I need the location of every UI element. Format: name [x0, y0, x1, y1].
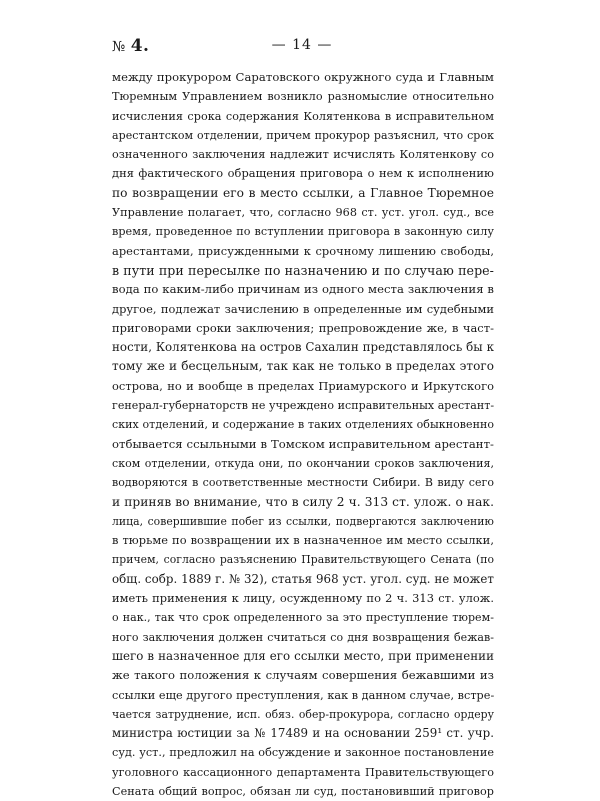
text-line: иметь применения к лицу, осужденному по 2 ч. 313 ст. улож. [112, 591, 494, 606]
issue-number-value: 4. [130, 36, 150, 56]
text-line: в пути при пересылке по назначению и по случаю пере- [112, 262, 494, 278]
text-line: шего в назначенное для его ссылки место, при применении [112, 648, 494, 663]
text-line: острова, но и вообще в пределах Приамурского и Иркутского [112, 378, 494, 393]
text-line: между прокурором Саратовского окружного суда и Главным [112, 70, 494, 84]
text-line: ссылки еще другого преступления, как в данном случае, встре- [112, 688, 494, 702]
text-line: же такого положения к случаям совершения бежавшими из [112, 668, 494, 683]
page-header [112, 36, 492, 56]
text-line: ских отделений, и содержание в таких отделениях обыкновенно [112, 418, 494, 432]
text-line: чается затруднение, исп. обяз. обер-прокурора, согласно ордеру [112, 707, 494, 721]
text-line: и приняв во внимание, что в силу 2 ч. 313 ст. улож. о нак. [112, 494, 494, 509]
text-line: ности, Колятенкова на остров Сахалин представлялось бы к [112, 340, 494, 355]
page-number: — 14 — [271, 37, 333, 53]
text-line: Управление полагает, что, согласно 968 ст. уст. угол. суд., все [112, 206, 494, 220]
text-line: исчисления срока содержания Колятенкова в исправительном [112, 109, 494, 123]
text-line: ском отделении, откуда они, по окончании сроков заключения, [112, 456, 494, 470]
text-line: лица, совершившие побег из ссылки, подвергаются заключению [112, 514, 494, 528]
text-line: уголовного кассационного департамента Правительствующего [112, 765, 494, 779]
text-line: причем, согласно разъяснению Правительствующего Сената (по [112, 553, 494, 567]
text-line: о нак., так что срок определенного за это преступление тюрем- [112, 611, 494, 625]
text-line: в тюрьме по возвращении их в назначенное им место ссылки, [112, 533, 494, 548]
text-line: ного заключения должен считаться со дня возвращения бежав- [112, 630, 494, 644]
text-line: министра юстиции за № 17489 и на основании 259¹ ст. учр. [112, 726, 494, 741]
body-text [112, 68, 494, 801]
issue-label: № [112, 39, 126, 55]
text-line: суд. уст., предложил на обсуждение и законное постановление [112, 746, 494, 760]
text-line: время, проведенное по вступлении приговора в законную силу [112, 225, 494, 239]
text-line: приговорами сроки заключения; препровождение же, в част- [112, 320, 494, 335]
text-line: водворяются в соответственные местности Сибири. В виду сего [112, 476, 494, 490]
text-line: означенного заключения надлежит исчислять Колятенкову со [112, 148, 494, 162]
text-line: арестантском отделении, причем прокурор разъяснил, что срок [112, 128, 494, 142]
text-line: по возвращении его в место ссылки, а Главное Тюремное [112, 185, 494, 200]
text-line: общ. собр. 1889 г. № 32), статья 968 уст. угол. суд. не может [112, 571, 494, 586]
text-line: отбывается ссыльными в Томском исправительном арестант- [112, 436, 494, 451]
text-line: генерал-губернаторств не учреждено исправительных арестант- [112, 399, 494, 413]
text-line: дня фактического обращения приговора о нем к исполнению [112, 166, 494, 181]
text-line: тому же и бесцельным, так как не только в пределах этого [112, 359, 494, 374]
text-line: вода по каким-либо причинам из одного места заключения в [112, 282, 494, 297]
text-line: Тюремным Управлением возникло разномыслие относительно [112, 90, 494, 104]
text-line: другое, подлежат зачислению в определенные им судебными [112, 301, 494, 316]
text-line: арестантами, присужденными к срочному лишению свободы, [112, 243, 494, 258]
text-line: Сената общий вопрос, обязан ли суд, постановивший приговор [112, 784, 494, 798]
